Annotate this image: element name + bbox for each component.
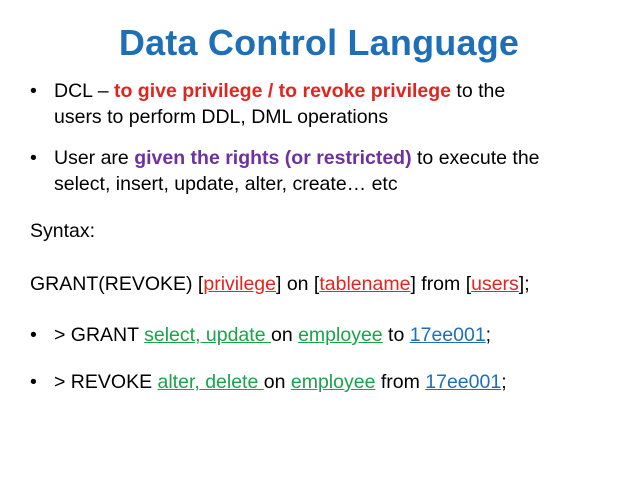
syntax-part-4: ]; [518,273,530,295]
example-revoke-columns: alter, delete [157,371,264,393]
syntax-part-2: ] on [ [275,273,320,295]
example-grant-end: ; [485,324,492,346]
example-grant-mid: to [382,324,410,346]
example-revoke-on: on [263,371,291,393]
bullet-dcl [30,78,505,130]
bullet-icon: • [30,147,37,169]
bullet-user-highlight: given the rights (or restricted) [134,147,412,169]
example-grant-line [54,322,491,348]
syntax-label: Syntax: [30,220,96,242]
syntax-users: users [471,273,519,295]
syntax-line [30,271,530,297]
bullet-dcl-prefix: DCL – [54,80,114,102]
slide-title: Data Control Language [118,22,520,63]
example-revoke-end: ; [501,371,507,393]
syntax-part-1: GRANT(REVOKE) [ [30,273,204,295]
bullet-user [30,145,540,197]
example-grant-on: on [270,324,299,346]
bullet-icon: • [30,80,37,102]
example-grant-columns: select, update [144,324,271,346]
example-revoke-prefix: > REVOKE [54,371,158,393]
example-revoke-table: employee [290,371,376,393]
example-revoke-mid: from [375,371,426,393]
bullet-dcl-line1 [54,78,505,104]
bullet-user-line1 [54,145,540,171]
bullet-icon: • [30,324,37,346]
bullet-dcl-line2: users to perform DDL, DML operations [54,106,389,128]
bullet-user-line2: select, insert, update, alter, create… etc [54,173,398,195]
bullet-icon: • [30,371,37,393]
example-revoke-line [54,369,507,395]
example-grant [30,322,491,348]
syntax-tablename: tablename [319,273,411,295]
example-grant-table: employee [298,324,383,346]
syntax-privilege: privilege [203,273,276,295]
example-grant-prefix: > GRANT [54,324,145,346]
example-revoke-user: 17ee001 [425,371,502,393]
bullet-dcl-suffix: to the [451,80,506,102]
bullet-dcl-highlight: to give privilege / to revoke privilege [113,80,452,102]
bullet-user-prefix: User are [54,147,135,169]
example-grant-user: 17ee001 [409,324,486,346]
bullet-user-suffix: to execute the [411,147,540,169]
syntax-part-3: ] from [ [410,273,472,295]
example-revoke [30,369,507,395]
